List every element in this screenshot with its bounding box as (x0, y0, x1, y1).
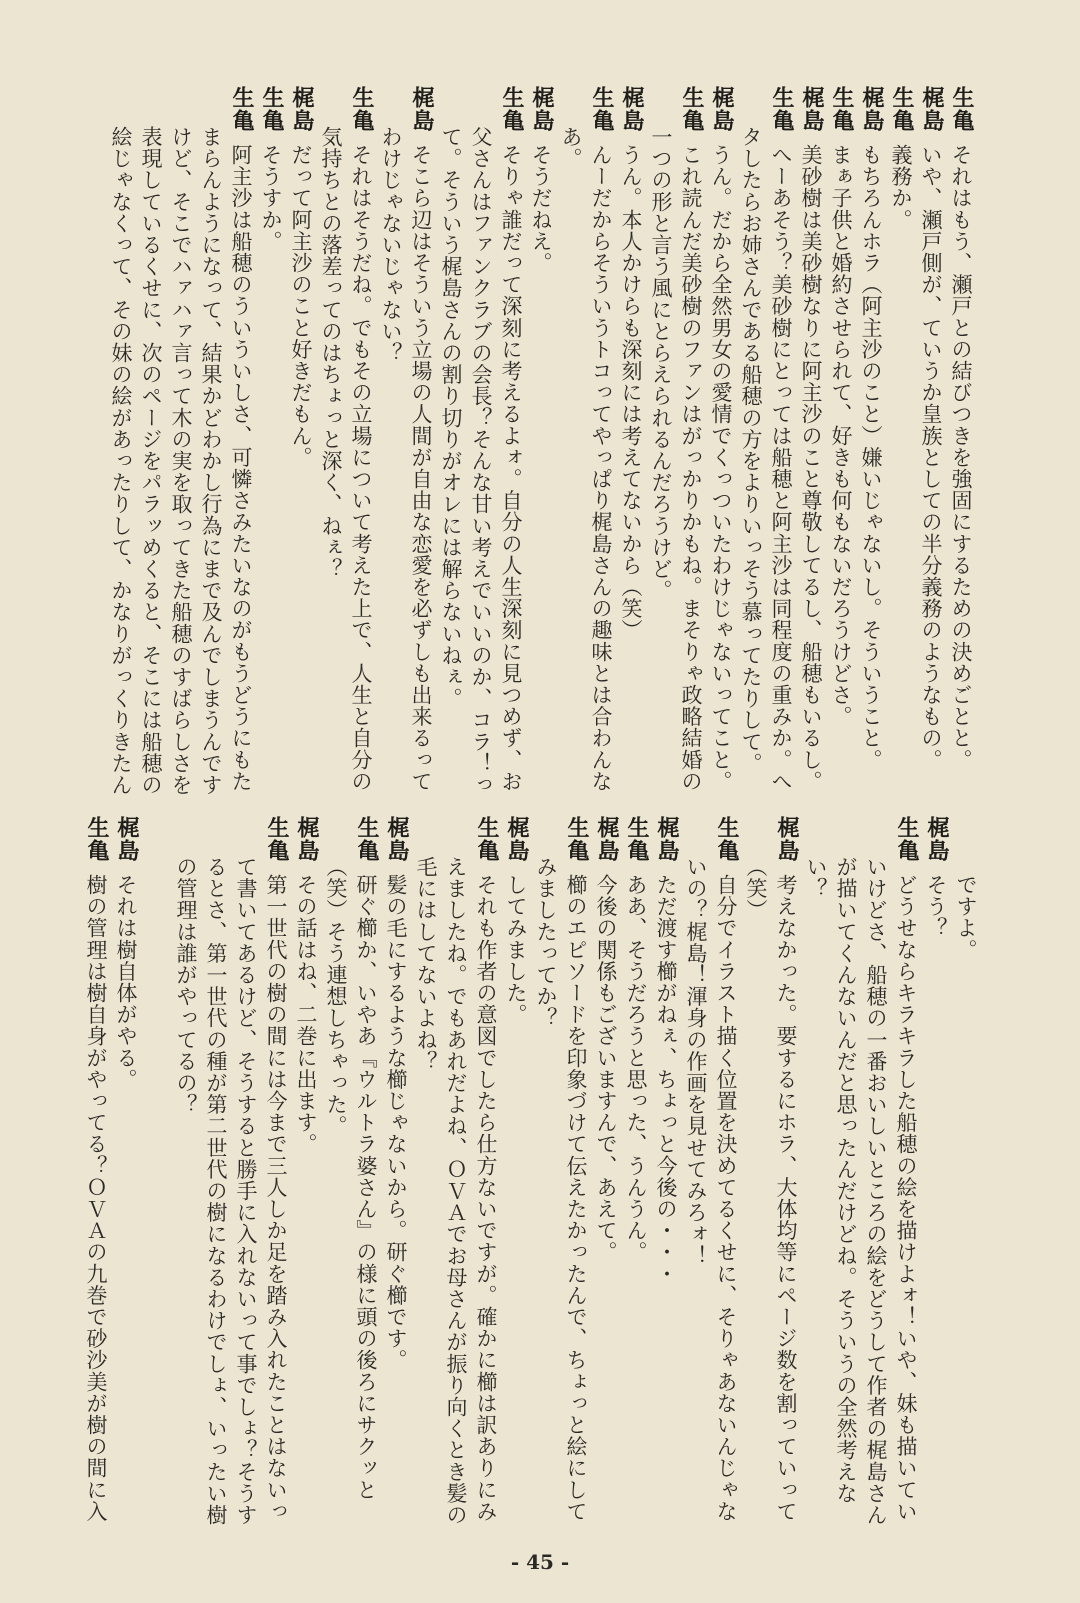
text-line: ああ、そうだろうと思った、うんうん。 (624, 874, 648, 1263)
speaker-label: 梶島 (774, 816, 799, 862)
dialogue-entry (741, 816, 801, 1522)
dialogue-entry (706, 86, 736, 792)
speaker-label: 生亀 (354, 816, 379, 862)
speaker-label: 生亀 (769, 86, 794, 132)
text-line: してみました。 (504, 874, 528, 1026)
speaker-label: 梶島 (859, 86, 884, 132)
text-line: 第一世代の樹の間には今まで三人しか足を踏み入れたことはないっ (264, 874, 288, 1522)
dialogue-block-top (76, 86, 976, 796)
text-line: そうすか。 (259, 144, 283, 252)
dialogue-entry (531, 816, 591, 1522)
dialogue-entry (921, 816, 951, 1516)
speaker-label: 梶島 (409, 86, 434, 132)
dialogue-entry (111, 816, 141, 1516)
text-line: そう？ (924, 874, 948, 939)
dialogue-entry (856, 86, 886, 786)
text-line: えましたね。でもあれだよね、ＯＶＡでお母さんが振り向くとき髪の (444, 856, 468, 1526)
text-line: タしたらお姉さんである船穂の方をよりいっそう慕ってたりして。 (739, 126, 763, 774)
text-line: いの？梶島！渾身の作画を見せてみろォ！ (684, 856, 708, 1267)
text-line: これ読んだ美砂樹のファンはがっかりかもね。まそりゃ政略結婚の (679, 144, 703, 792)
text-line: い？ (804, 856, 828, 900)
speaker-label: 生亀 (679, 86, 704, 132)
speaker-label: 梶島 (114, 816, 139, 862)
speaker-label: 梶島 (919, 86, 944, 132)
speaker-label: 生亀 (949, 86, 974, 132)
text-line: どうせならキラキラした船穂の絵を描けよォ！いや、妹も描いてい (894, 874, 918, 1522)
speaker-label: 生亀 (829, 86, 854, 132)
text-line: （笑） (744, 856, 768, 921)
text-line: 阿主沙は船穂のういういしさ、可憐さみたいなのがもうどうにもた (229, 144, 253, 792)
dialogue-entry (256, 86, 286, 786)
text-line: そりゃ誰だって深刻に考えるよォ。自分の人生深刻に見つめず、お (499, 144, 523, 792)
speaker-label: 生亀 (349, 86, 374, 132)
text-line: まらんようになって、結果かどわかし行為にまで及んでしまうんです (199, 126, 223, 796)
dialogue-entry (171, 816, 291, 1526)
dialogue-entry (591, 816, 621, 1516)
text-line: そこら辺はそういう立場の人間が自由な恋愛を必ずしも出来るって (409, 144, 433, 792)
text-line: それは樹自体がやる。 (114, 874, 138, 1090)
text-line: るとさ、第一世代の種が第二世代の樹になるわけでしょ、いったい樹 (204, 856, 228, 1526)
dialogue-entry (321, 816, 381, 1516)
dialogue-entry (556, 86, 616, 792)
speaker-label: 梶島 (654, 816, 679, 862)
dialogue-entry (81, 816, 111, 1522)
speaker-label: 梶島 (289, 86, 314, 132)
text-line: 表現しているくせに、次のページをパラッめくると、そこには船穂の (139, 126, 163, 796)
text-line: 自分でイラスト描く位置を決めてるくせに、そりゃあないんじゃな (714, 874, 738, 1522)
dialogue-entry (526, 86, 556, 786)
dialogue-entry (886, 86, 916, 786)
dialogue-entry (946, 86, 976, 786)
dialogue-entry (796, 86, 826, 792)
dialogue-entry (681, 816, 741, 1522)
speaker-label: 生亀 (714, 816, 739, 862)
dialogue-entry (291, 816, 321, 1516)
text-line: うん。だから全然男女の愛情でくっついたわけじゃないってこと。 (709, 144, 733, 792)
text-line: 考えなかった。要するにホラ、大体均等にページ数を割っていって (774, 874, 798, 1522)
text-line: て書いてあるけど、そうすると勝手に入れないって事でしょ？そうす (234, 856, 258, 1526)
text-line: 樹の管理は樹自身がやってる？ＯＶＡの九巻で砂沙美が樹の間に入 (84, 874, 108, 1522)
page-number: - 45 - (510, 1550, 570, 1574)
speaker-label: 生亀 (264, 816, 289, 862)
speaker-label: 生亀 (259, 86, 284, 132)
dialogue-entry (411, 816, 501, 1526)
speaker-label: 梶島 (924, 816, 949, 862)
speaker-label: 梶島 (619, 86, 644, 132)
text-line: ですよ。 (954, 874, 978, 961)
speaker-label: 梶島 (799, 86, 824, 132)
text-line: 父さんはファンクラブの会長？そんな甘い考えでいいのか、コラ！っ (469, 126, 493, 796)
speaker-label: 梶島 (504, 816, 529, 862)
speaker-label: 生亀 (889, 86, 914, 132)
text-line: て。そういう梶島さんの割り切りがオレには解らないねぇ。 (439, 126, 463, 710)
text-line: もちろんホラ（阿主沙のこと）嫌いじゃないし。そういうこと。 (859, 144, 883, 771)
text-line: その話はね、二巻に出ます。 (294, 874, 318, 1155)
dialogue-entry (501, 816, 531, 1516)
text-line: 櫛のエピソードを印象づけて伝えたかったんで、ちょっと絵にして (564, 874, 588, 1522)
dialogue-block-bottom (81, 816, 981, 1526)
text-line: だって阿主沙のこと好きだもん。 (289, 144, 313, 468)
text-line: 美砂樹は美砂樹なりに阿主沙のこと尊敬してるし、船穂もいるし。 (799, 144, 823, 792)
text-line: へーあそう？美砂樹にとっては船穂と阿主沙は同程度の重みか。へ (769, 144, 793, 792)
text-line: の管理は誰がやってるの？ (174, 856, 198, 1116)
text-line: が描いてくんないんだと思ったんだけどね。そういうの全然考えな (834, 856, 858, 1504)
text-line: いけどさ、船穂の一番おいしいところの絵をどうして作者の梶島さん (864, 856, 888, 1526)
text-line: （笑）そう連想しちゃった。 (324, 856, 348, 1137)
speaker-label: 梶島 (294, 816, 319, 862)
speaker-label: 生亀 (894, 816, 919, 862)
text-line: 一つの形と言う風にとらえられるんだろうけど。 (649, 126, 673, 602)
dialogue-entry (951, 816, 981, 1516)
text-line: 今後の関係もございますんで、あえて。 (594, 874, 618, 1263)
speaker-label: 生亀 (84, 816, 109, 862)
dialogue-entry (376, 86, 436, 792)
speaker-label: 梶島 (529, 86, 554, 132)
text-line: みましたってか？ (534, 856, 558, 1029)
dialogue-entry (436, 86, 526, 796)
speaker-label: 生亀 (624, 816, 649, 862)
text-line: わけじゃないじゃない？ (379, 126, 403, 364)
text-line: まぁ子供と婚約させられて、好きも何もないだろうけどさ。 (829, 144, 853, 728)
speaker-label: 生亀 (229, 86, 254, 132)
text-line: 髪の毛にするような櫛じゃないから。研ぐ櫛です。 (384, 874, 408, 1371)
text-line: あ。 (559, 126, 583, 170)
text-line: 義務か。 (889, 144, 913, 231)
speaker-label: 梶島 (594, 816, 619, 862)
dialogue-entry (736, 86, 796, 792)
speaker-label: 生亀 (589, 86, 614, 132)
text-line: それはそうだね。でもその立場について考えた上で、人生と自分の (349, 144, 373, 792)
text-line: うん。本人かけらも深刻には考えてないから（笑） (619, 144, 643, 641)
dialogue-entry (646, 86, 706, 792)
text-line: けど、そこでハァハァ言って木の実を取ってきた船穂のすばらしさを (169, 126, 193, 796)
text-line: 絵じゃなくって、その妹の絵があったりして、かなりがっくりきたん (109, 126, 133, 796)
dialogue-entry (106, 86, 256, 796)
speaker-label: 梶島 (384, 816, 409, 862)
dialogue-entry (381, 816, 411, 1516)
text-line: そうだねえ。 (529, 144, 553, 274)
dialogue-entry (826, 86, 856, 786)
dialogue-entry (286, 86, 316, 786)
text-line: いや、瀬戸側が、ていうか皇族としての半分義務のようなもの。 (919, 144, 943, 771)
text-line: それも作者の意図でしたら仕方ないですが。確かに櫛は訳ありにみ (474, 874, 498, 1522)
text-line: それはもう、瀬戸との結びつきを強固にするための決めごとと。 (949, 144, 973, 771)
text-line: んーだからそういうトコってやっぱり梶島さんの趣味とは合わんな (589, 144, 613, 792)
speaker-label: 生亀 (499, 86, 524, 132)
dialogue-entry (316, 86, 376, 792)
dialogue-entry (616, 86, 646, 786)
speaker-label: 梶島 (709, 86, 734, 132)
speaker-label: 生亀 (474, 816, 499, 862)
text-line: 研ぐ櫛か、いやあ『ウルトラ婆さん』の様に頭の後ろにサクッと (354, 874, 378, 1501)
text-line: 気持ちとの落差ってのはちょっと深く、ねぇ？ (319, 126, 343, 580)
speaker-label: 生亀 (564, 816, 589, 862)
dialogue-entry (916, 86, 946, 786)
dialogue-entry (651, 816, 681, 1516)
text-line: 毛にはしてないよね？ (414, 856, 438, 1072)
dialogue-entry (621, 816, 651, 1516)
text-line: ただ渡す櫛がねぇ、ちょっと今後の・・・ (654, 874, 678, 1285)
dialogue-entry (801, 816, 921, 1526)
